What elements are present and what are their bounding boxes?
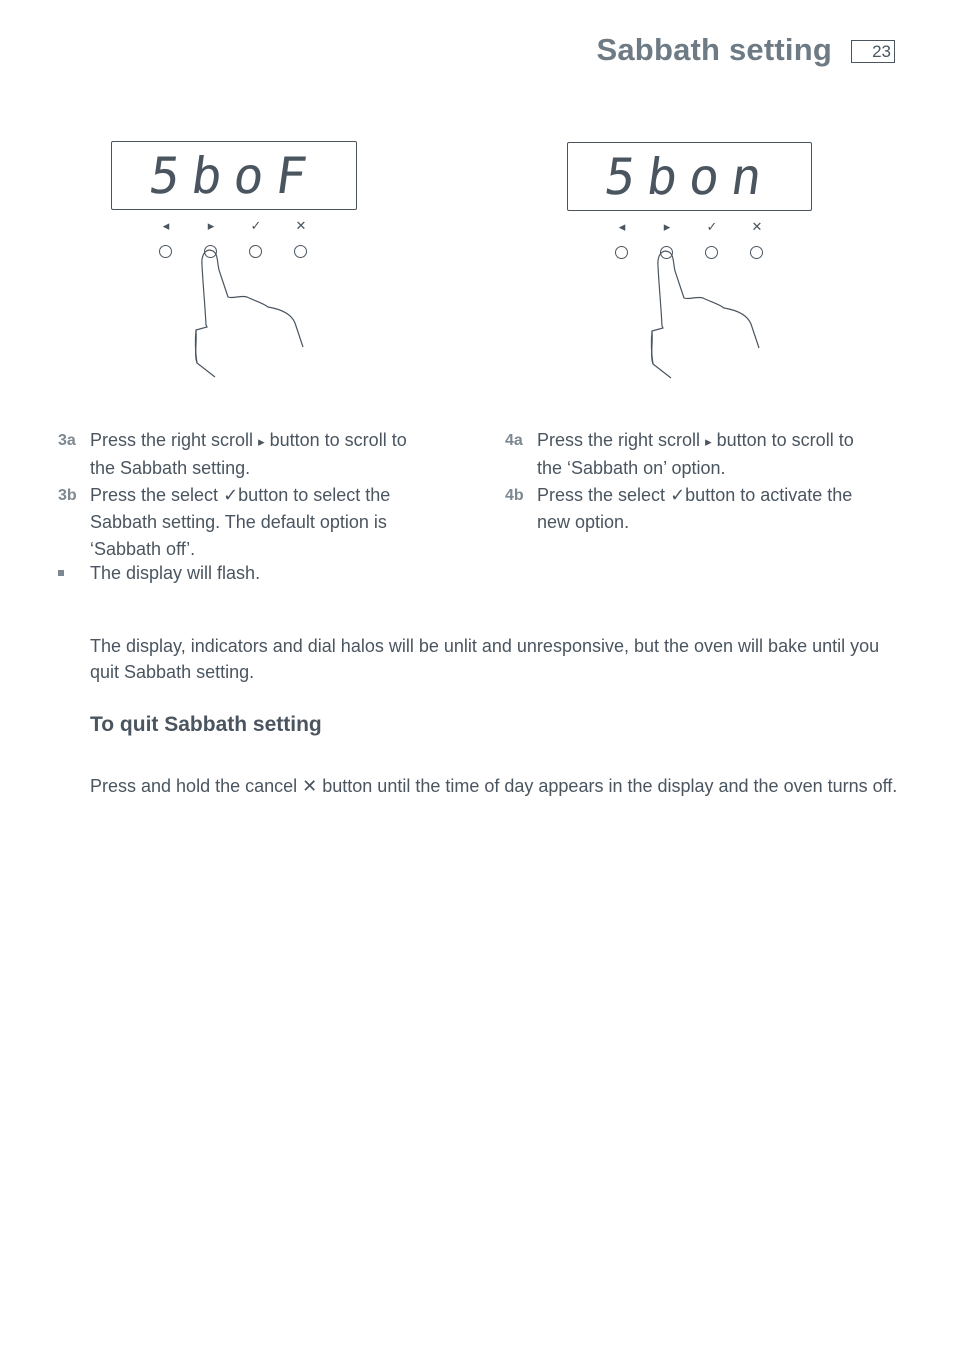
select-check-icon: ✓ — [670, 485, 686, 505]
page-number: 23 — [851, 40, 895, 63]
display-readout: 5boF — [145, 146, 323, 205]
scroll-left-button — [615, 246, 628, 259]
step-4a-text — [537, 427, 937, 482]
step-text-line: Press the right scroll — [90, 430, 254, 450]
quit-instructions — [90, 773, 900, 800]
step-3a-text — [90, 427, 490, 482]
step-text-line: button to select the — [238, 485, 391, 505]
scroll-right-icon: ▸ — [705, 434, 712, 449]
quit-text: Press and hold the cancel — [90, 776, 298, 796]
step-label-3a: 3a — [58, 432, 76, 449]
step-text-line: ‘Sabbath off’. — [90, 539, 196, 559]
display-screen — [111, 141, 357, 210]
step-text-line: Press the select — [90, 485, 219, 505]
step-text-line: Sabbath setting. The default option is — [90, 512, 387, 532]
step-text-line: button to activate the — [685, 485, 853, 505]
step-text-line: the ‘Sabbath on’ option. — [537, 458, 726, 478]
scroll-right-icon: ▸ — [258, 434, 265, 449]
step-label-3b: 3b — [58, 487, 77, 504]
scroll-left-button — [159, 245, 172, 258]
scroll-right-icon: ▸ — [207, 218, 215, 233]
bullet-marker — [58, 570, 64, 576]
bullet-text: The display will flash. — [90, 563, 261, 583]
scroll-right-icon: ▸ — [663, 219, 671, 234]
display-readout: 5bon — [601, 147, 778, 206]
info-paragraph: The display, indicators and dial halos will be unlit and unresponsive, but the oven will bake until you quit Sabbath setting. — [90, 636, 880, 682]
step-text-line: Press the right scroll — [537, 430, 701, 450]
step-text-line: the Sabbath setting. — [90, 458, 251, 478]
cancel-x-icon: ✕ — [751, 219, 763, 234]
step-text-line: button to scroll to — [269, 430, 407, 450]
pointing-hand-icon — [641, 246, 771, 386]
step-label-4a: 4a — [505, 432, 523, 449]
display-screen — [567, 142, 812, 211]
step-text-line: new option. — [537, 512, 630, 532]
section-heading: To quit Sabbath setting — [90, 713, 322, 736]
cancel-x-icon: ✕ — [295, 218, 307, 233]
quit-text: button until the time of day appears in the display and the oven turns off. — [322, 776, 898, 796]
select-check-icon: ✓ — [250, 218, 262, 233]
select-check-icon: ✓ — [223, 485, 239, 505]
select-check-icon: ✓ — [706, 219, 718, 234]
scroll-left-icon: ◂ — [162, 218, 170, 233]
step-label-4b: 4b — [505, 487, 524, 504]
step-3b-text — [90, 482, 490, 563]
pointing-hand-icon — [185, 245, 315, 385]
step-text-line: button to scroll to — [716, 430, 854, 450]
page-title: Sabbath setting — [596, 32, 832, 67]
step-4b-text — [537, 482, 937, 536]
scroll-left-icon: ◂ — [618, 219, 626, 234]
cancel-x-icon: ✕ — [302, 776, 318, 796]
step-text-line: Press the select — [537, 485, 666, 505]
